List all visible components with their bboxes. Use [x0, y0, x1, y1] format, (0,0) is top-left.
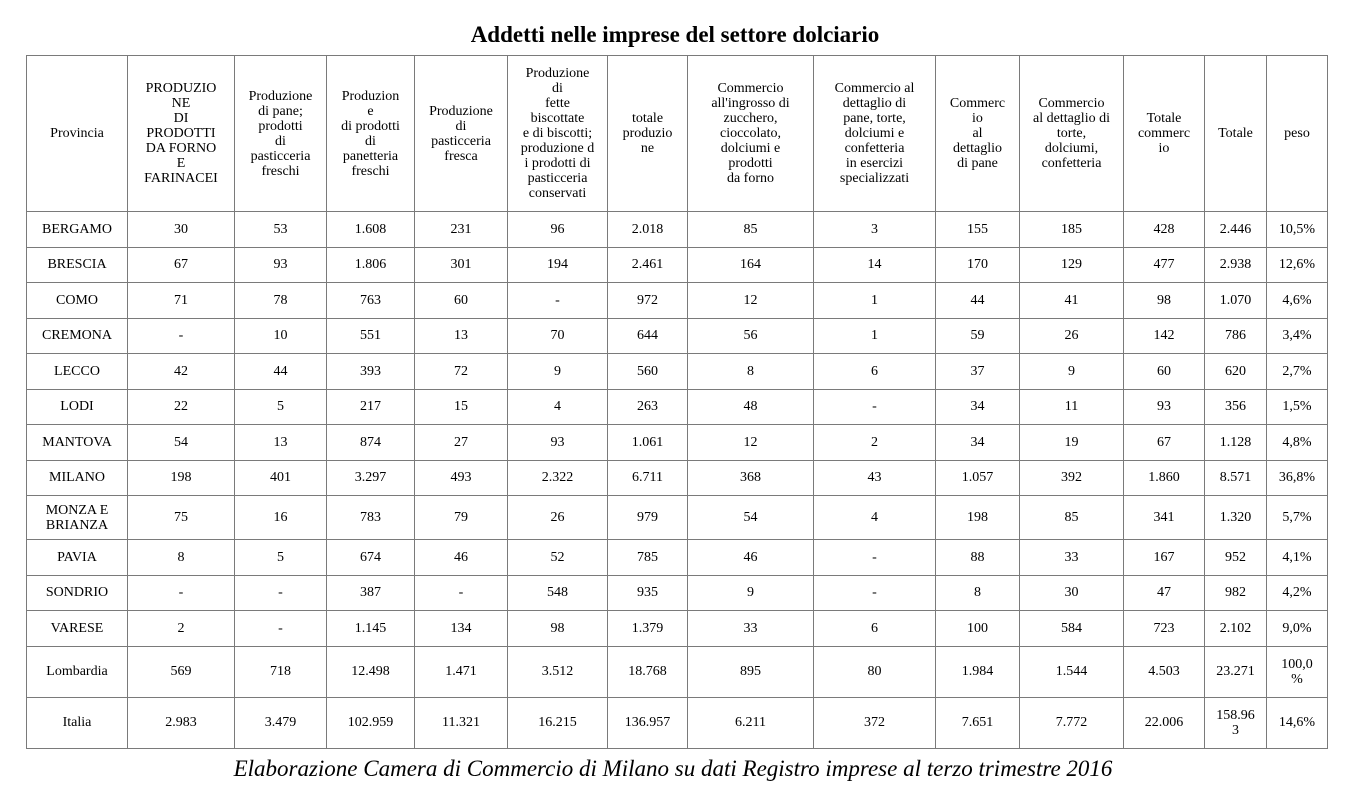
table-cell: 167: [1124, 540, 1205, 576]
table-cell: 6: [814, 611, 936, 647]
table-cell: 47: [1124, 575, 1205, 611]
table-cell: 2.322: [508, 460, 608, 496]
table-cell: 34: [936, 425, 1020, 461]
header-comm-pane: [936, 56, 1020, 212]
table-cell: 560: [608, 354, 688, 390]
table-cell: 2: [814, 425, 936, 461]
peso-cell: 10,5%: [1267, 212, 1328, 248]
table-cell: 4: [814, 496, 936, 540]
table-cell: 1.608: [327, 212, 415, 248]
table-row: [27, 247, 1328, 283]
table-cell: -: [814, 575, 936, 611]
source-note: Elaborazione Camera di Commercio di Milano su dati Registro imprese al terzo trimestre 2016: [233, 756, 1113, 781]
totale-cell: 982: [1205, 575, 1267, 611]
table-cell: 129: [1020, 247, 1124, 283]
header-label: Totale: [1218, 126, 1253, 141]
table-cell: 493: [415, 460, 508, 496]
table-cell: 37: [936, 354, 1020, 390]
table-cell: 874: [327, 425, 415, 461]
table-cell: 368: [688, 460, 814, 496]
table-cell: 763: [327, 283, 415, 319]
province-name: MONZA E BRIANZA: [27, 496, 128, 540]
table-cell: 9: [508, 354, 608, 390]
table-cell: 46: [415, 540, 508, 576]
header-label: Commerc io al dettaglio di pane: [949, 96, 1006, 171]
header-label: PRODUZIO NE DI PRODOTTI DA FORNO E FARINACEI: [144, 81, 218, 186]
table-row: [27, 354, 1328, 390]
table-cell: 78: [235, 283, 327, 319]
table-cell: 102.959: [327, 697, 415, 748]
table-cell: -: [235, 575, 327, 611]
peso-cell: 4,1%: [1267, 540, 1328, 576]
header-label: Provincia: [50, 126, 104, 141]
table-cell: 1.544: [1020, 646, 1124, 697]
data-table: [26, 55, 1328, 749]
table-cell: 46: [688, 540, 814, 576]
table-cell: 2.018: [608, 212, 688, 248]
table-cell: -: [128, 318, 235, 354]
table-cell: 2: [128, 611, 235, 647]
table-cell: 217: [327, 389, 415, 425]
table-cell: 18.768: [608, 646, 688, 697]
header-label: Produzione di fette biscottate e di biscotti; produzione d i prodotti di pasticceria conservati: [520, 66, 595, 201]
table-cell: 170: [936, 247, 1020, 283]
table-cell: 674: [327, 540, 415, 576]
table-cell: 48: [688, 389, 814, 425]
table-cell: 16: [235, 496, 327, 540]
table-row: [27, 425, 1328, 461]
table-cell: 22.006: [1124, 697, 1205, 748]
header-totale-produzione: [608, 56, 688, 212]
header-comm-ingrosso: [688, 56, 814, 212]
table-cell: 88: [936, 540, 1020, 576]
table-cell: 26: [1020, 318, 1124, 354]
table-cell: 11.321: [415, 697, 508, 748]
table-row: [27, 460, 1328, 496]
table-cell: 2.983: [128, 697, 235, 748]
table-cell: 393: [327, 354, 415, 390]
table-cell: 263: [608, 389, 688, 425]
table-cell: 96: [508, 212, 608, 248]
totale-cell: 158.96 3: [1205, 697, 1267, 748]
province-name: COMO: [27, 283, 128, 319]
header-totale: [1205, 56, 1267, 212]
table-cell: 33: [688, 611, 814, 647]
table-row: [27, 496, 1328, 540]
table-cell: 5: [235, 540, 327, 576]
peso-cell: 4,8%: [1267, 425, 1328, 461]
table-row: [27, 611, 1328, 647]
table-cell: 60: [415, 283, 508, 319]
table-cell: 67: [128, 247, 235, 283]
table-cell: 1.061: [608, 425, 688, 461]
table-cell: 22: [128, 389, 235, 425]
header-label: Commercio all'ingrosso di zucchero, cioccolato, dolciumi e prodotti da forno: [711, 81, 790, 186]
table-cell: 3.512: [508, 646, 608, 697]
header-prod-pane: [235, 56, 327, 212]
table-cell: 43: [814, 460, 936, 496]
table-cell: 3.297: [327, 460, 415, 496]
table-cell: 1.471: [415, 646, 508, 697]
table-row: [27, 646, 1328, 697]
table-cell: 7.651: [936, 697, 1020, 748]
table-cell: 1.806: [327, 247, 415, 283]
header-peso: [1267, 56, 1328, 212]
province-name: LECCO: [27, 354, 128, 390]
peso-cell: 3,4%: [1267, 318, 1328, 354]
header-prod-forno: [128, 56, 235, 212]
table-cell: 3: [814, 212, 936, 248]
table-cell: 6: [814, 354, 936, 390]
table-cell: 4: [508, 389, 608, 425]
table-cell: 8: [128, 540, 235, 576]
totale-cell: 786: [1205, 318, 1267, 354]
header-label: Produzione di pasticceria fresca: [429, 103, 493, 164]
table-cell: 401: [235, 460, 327, 496]
province-name: MILANO: [27, 460, 128, 496]
table-cell: 723: [1124, 611, 1205, 647]
table-row: [27, 212, 1328, 248]
table-cell: 70: [508, 318, 608, 354]
table-cell: 972: [608, 283, 688, 319]
table-cell: 93: [235, 247, 327, 283]
peso-cell: 12,6%: [1267, 247, 1328, 283]
table-cell: 979: [608, 496, 688, 540]
totale-cell: 2.446: [1205, 212, 1267, 248]
table-cell: 134: [415, 611, 508, 647]
peso-cell: 14,6%: [1267, 697, 1328, 748]
peso-cell: 4,2%: [1267, 575, 1328, 611]
table-cell: 13: [235, 425, 327, 461]
table-cell: 1.860: [1124, 460, 1205, 496]
page-title: Addetti nelle imprese del settore dolciario: [470, 22, 880, 47]
province-name: CREMONA: [27, 318, 128, 354]
table-row: [27, 697, 1328, 748]
header-label: totale produzio ne: [622, 111, 673, 156]
table-cell: 30: [128, 212, 235, 248]
header-provincia: [27, 56, 128, 212]
totale-cell: 620: [1205, 354, 1267, 390]
totale-cell: 2.102: [1205, 611, 1267, 647]
header-label: Produzione di pane; prodotti di pasticceria freschi: [248, 88, 313, 179]
table-cell: 428: [1124, 212, 1205, 248]
table-cell: 6.711: [608, 460, 688, 496]
totale-cell: 1.128: [1205, 425, 1267, 461]
table-cell: 71: [128, 283, 235, 319]
table-cell: 783: [327, 496, 415, 540]
table-cell: 14: [814, 247, 936, 283]
table-cell: 26: [508, 496, 608, 540]
table-cell: 584: [1020, 611, 1124, 647]
table-cell: 93: [508, 425, 608, 461]
table-cell: 44: [235, 354, 327, 390]
table-cell: 644: [608, 318, 688, 354]
table-cell: 5: [235, 389, 327, 425]
table-cell: 93: [1124, 389, 1205, 425]
table-cell: 142: [1124, 318, 1205, 354]
table-cell: 79: [415, 496, 508, 540]
table-cell: 10: [235, 318, 327, 354]
table-cell: -: [415, 575, 508, 611]
province-name: LODI: [27, 389, 128, 425]
table-cell: -: [128, 575, 235, 611]
table-cell: 60: [1124, 354, 1205, 390]
table-cell: 2.461: [608, 247, 688, 283]
province-name: BERGAMO: [27, 212, 128, 248]
table-cell: 4.503: [1124, 646, 1205, 697]
table-cell: 11: [1020, 389, 1124, 425]
table-cell: 33: [1020, 540, 1124, 576]
table-cell: 42: [128, 354, 235, 390]
table-cell: 6.211: [688, 697, 814, 748]
table-cell: 19: [1020, 425, 1124, 461]
table-cell: 52: [508, 540, 608, 576]
table-row: [27, 283, 1328, 319]
table-cell: 8: [688, 354, 814, 390]
table-cell: 164: [688, 247, 814, 283]
table-cell: 387: [327, 575, 415, 611]
table-cell: 59: [936, 318, 1020, 354]
peso-cell: 4,6%: [1267, 283, 1328, 319]
totale-cell: 1.070: [1205, 283, 1267, 319]
table-cell: 392: [1020, 460, 1124, 496]
table-cell: 718: [235, 646, 327, 697]
table-cell: 136.957: [608, 697, 688, 748]
peso-cell: 2,7%: [1267, 354, 1328, 390]
peso-cell: 9,0%: [1267, 611, 1328, 647]
table-cell: 231: [415, 212, 508, 248]
table-cell: 9: [1020, 354, 1124, 390]
table-cell: 56: [688, 318, 814, 354]
header-label: Produzion e di prodotti di panetteria freschi: [341, 88, 400, 179]
province-name: VARESE: [27, 611, 128, 647]
table-cell: 1: [814, 283, 936, 319]
table-cell: -: [508, 283, 608, 319]
table-cell: 44: [936, 283, 1020, 319]
province-name: Lombardia: [27, 646, 128, 697]
totale-cell: 952: [1205, 540, 1267, 576]
table-cell: 41: [1020, 283, 1124, 319]
table-cell: 1.057: [936, 460, 1020, 496]
table-cell: 8: [936, 575, 1020, 611]
peso-cell: 5,7%: [1267, 496, 1328, 540]
table-cell: 72: [415, 354, 508, 390]
table-cell: 3.479: [235, 697, 327, 748]
table-cell: -: [235, 611, 327, 647]
table-cell: 551: [327, 318, 415, 354]
table-cell: 12.498: [327, 646, 415, 697]
table-cell: 85: [1020, 496, 1124, 540]
table-cell: 7.772: [1020, 697, 1124, 748]
header-prod-pasticceria: [415, 56, 508, 212]
totale-cell: 356: [1205, 389, 1267, 425]
table-cell: 54: [128, 425, 235, 461]
table-cell: -: [814, 540, 936, 576]
table-cell: 1.984: [936, 646, 1020, 697]
table-cell: 75: [128, 496, 235, 540]
table-row: [27, 318, 1328, 354]
table-cell: 548: [508, 575, 608, 611]
table-cell: 155: [936, 212, 1020, 248]
peso-cell: 36,8%: [1267, 460, 1328, 496]
table-body: [27, 212, 1328, 749]
table-cell: 53: [235, 212, 327, 248]
table-cell: 54: [688, 496, 814, 540]
table-cell: 185: [1020, 212, 1124, 248]
table-cell: 569: [128, 646, 235, 697]
header-comm-dettaglio-spec: [814, 56, 936, 212]
table-cell: 16.215: [508, 697, 608, 748]
table-cell: 194: [508, 247, 608, 283]
province-name: BRESCIA: [27, 247, 128, 283]
peso-cell: 1,5%: [1267, 389, 1328, 425]
table-cell: 895: [688, 646, 814, 697]
table-cell: 785: [608, 540, 688, 576]
table-cell: 372: [814, 697, 936, 748]
header-label: Totale commerc io: [1137, 111, 1191, 156]
header-comm-torte: [1020, 56, 1124, 212]
table-row: [27, 540, 1328, 576]
totale-cell: 8.571: [1205, 460, 1267, 496]
table-cell: 27: [415, 425, 508, 461]
table-cell: 98: [1124, 283, 1205, 319]
table-cell: 301: [415, 247, 508, 283]
table-cell: 12: [688, 425, 814, 461]
table-cell: 1.379: [608, 611, 688, 647]
province-name: SONDRIO: [27, 575, 128, 611]
table-cell: 30: [1020, 575, 1124, 611]
table-cell: 12: [688, 283, 814, 319]
header-label: Commercio al dettaglio di pane, torte, dolciumi e confetteria in esercizi specializzati: [834, 81, 915, 186]
table-cell: 935: [608, 575, 688, 611]
totale-cell: 1.320: [1205, 496, 1267, 540]
header-prod-panetteria: [327, 56, 415, 212]
header-label: peso: [1284, 126, 1310, 141]
province-name: PAVIA: [27, 540, 128, 576]
table-cell: 477: [1124, 247, 1205, 283]
table-cell: 198: [128, 460, 235, 496]
table-cell: 341: [1124, 496, 1205, 540]
header-row: [27, 56, 1328, 212]
province-name: Italia: [27, 697, 128, 748]
table-cell: 1.145: [327, 611, 415, 647]
table-cell: 85: [688, 212, 814, 248]
table-cell: 9: [688, 575, 814, 611]
table-cell: 80: [814, 646, 936, 697]
table-cell: 1: [814, 318, 936, 354]
header-totale-commercio: [1124, 56, 1205, 212]
peso-cell: 100,0 %: [1267, 646, 1328, 697]
totale-cell: 23.271: [1205, 646, 1267, 697]
table-cell: -: [814, 389, 936, 425]
header-label: Commercio al dettaglio di torte, dolciumi, confetteria: [1033, 96, 1110, 171]
table-cell: 198: [936, 496, 1020, 540]
header-prod-fette: [508, 56, 608, 212]
table-cell: 98: [508, 611, 608, 647]
table-cell: 34: [936, 389, 1020, 425]
totale-cell: 2.938: [1205, 247, 1267, 283]
province-name: MANTOVA: [27, 425, 128, 461]
table-cell: 15: [415, 389, 508, 425]
table-cell: 100: [936, 611, 1020, 647]
table-cell: 13: [415, 318, 508, 354]
table-row: [27, 575, 1328, 611]
table-row: [27, 389, 1328, 425]
table-cell: 67: [1124, 425, 1205, 461]
